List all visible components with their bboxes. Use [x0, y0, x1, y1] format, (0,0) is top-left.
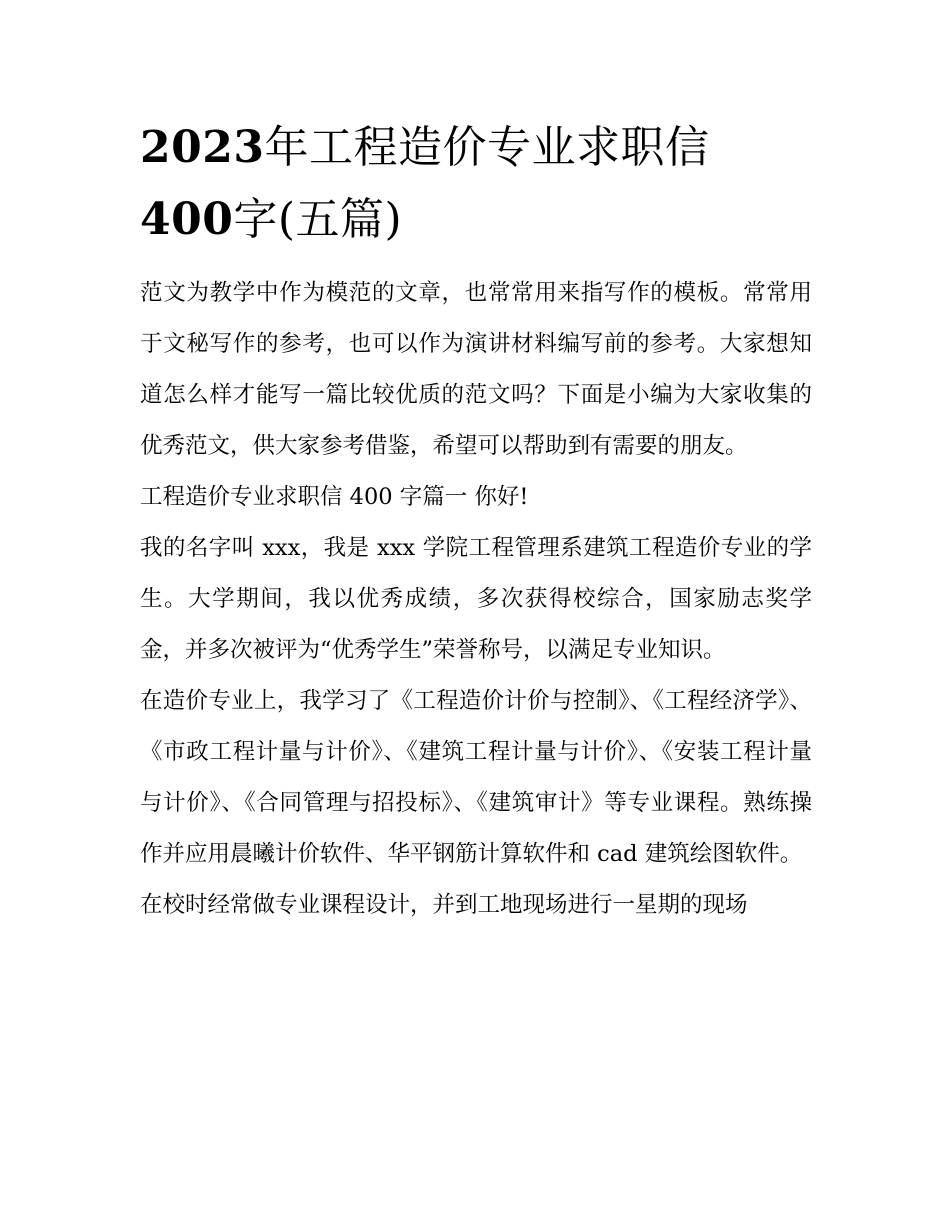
courses-paragraph: 在造价专业上，我学习了《工程造价计价与控制》、《工程经济学》、《市政工程计量与计价》、《建筑工程计量与计价》、《安装工程计量与计价》、《合同管理与招投标》、《建筑审计》等专业课程。熟练操作并应用晨曦计价软件、华平钢筋计算软件和 cad 建筑绘图软件。 [140, 688, 812, 867]
practice-paragraph: 在校时经常做专业课程设计，并到工地现场进行一星期的现场 [140, 892, 748, 918]
section-heading-paragraph: 工程造价专业求职信 400 字篇一 你好! [140, 484, 529, 510]
document-body [140, 268, 812, 931]
self-introduction-paragraph: 我的名字叫 xxx，我是 xxx 学院工程管理系建筑工程造价专业的学生。大学期间，我以优秀成绩，多次获得校综合，国家励志奖学金，并多次被评为“优秀学生”荣誉称号，以满足专业知识。 [140, 535, 812, 663]
document-content [140, 112, 812, 931]
document-title [140, 112, 812, 256]
title-year: 2023 [140, 122, 265, 173]
title-word-count: 400 [140, 194, 234, 245]
title-line2-text: 字(五篇) [233, 194, 403, 245]
title-line1-text: 年工程造价专业求职信 [264, 122, 710, 173]
intro-paragraph: 范文为教学中作为模范的文章，也常常用来指写作的模板。常常用于文秘写作的参考，也可以作为演讲材料编写前的参考。大家想知道怎么样才能写一篇比较优质的范文吗？下面是小编为大家收集的优秀范文，供大家参考借鉴，希望可以帮助到有需要的朋友。 [140, 280, 812, 459]
